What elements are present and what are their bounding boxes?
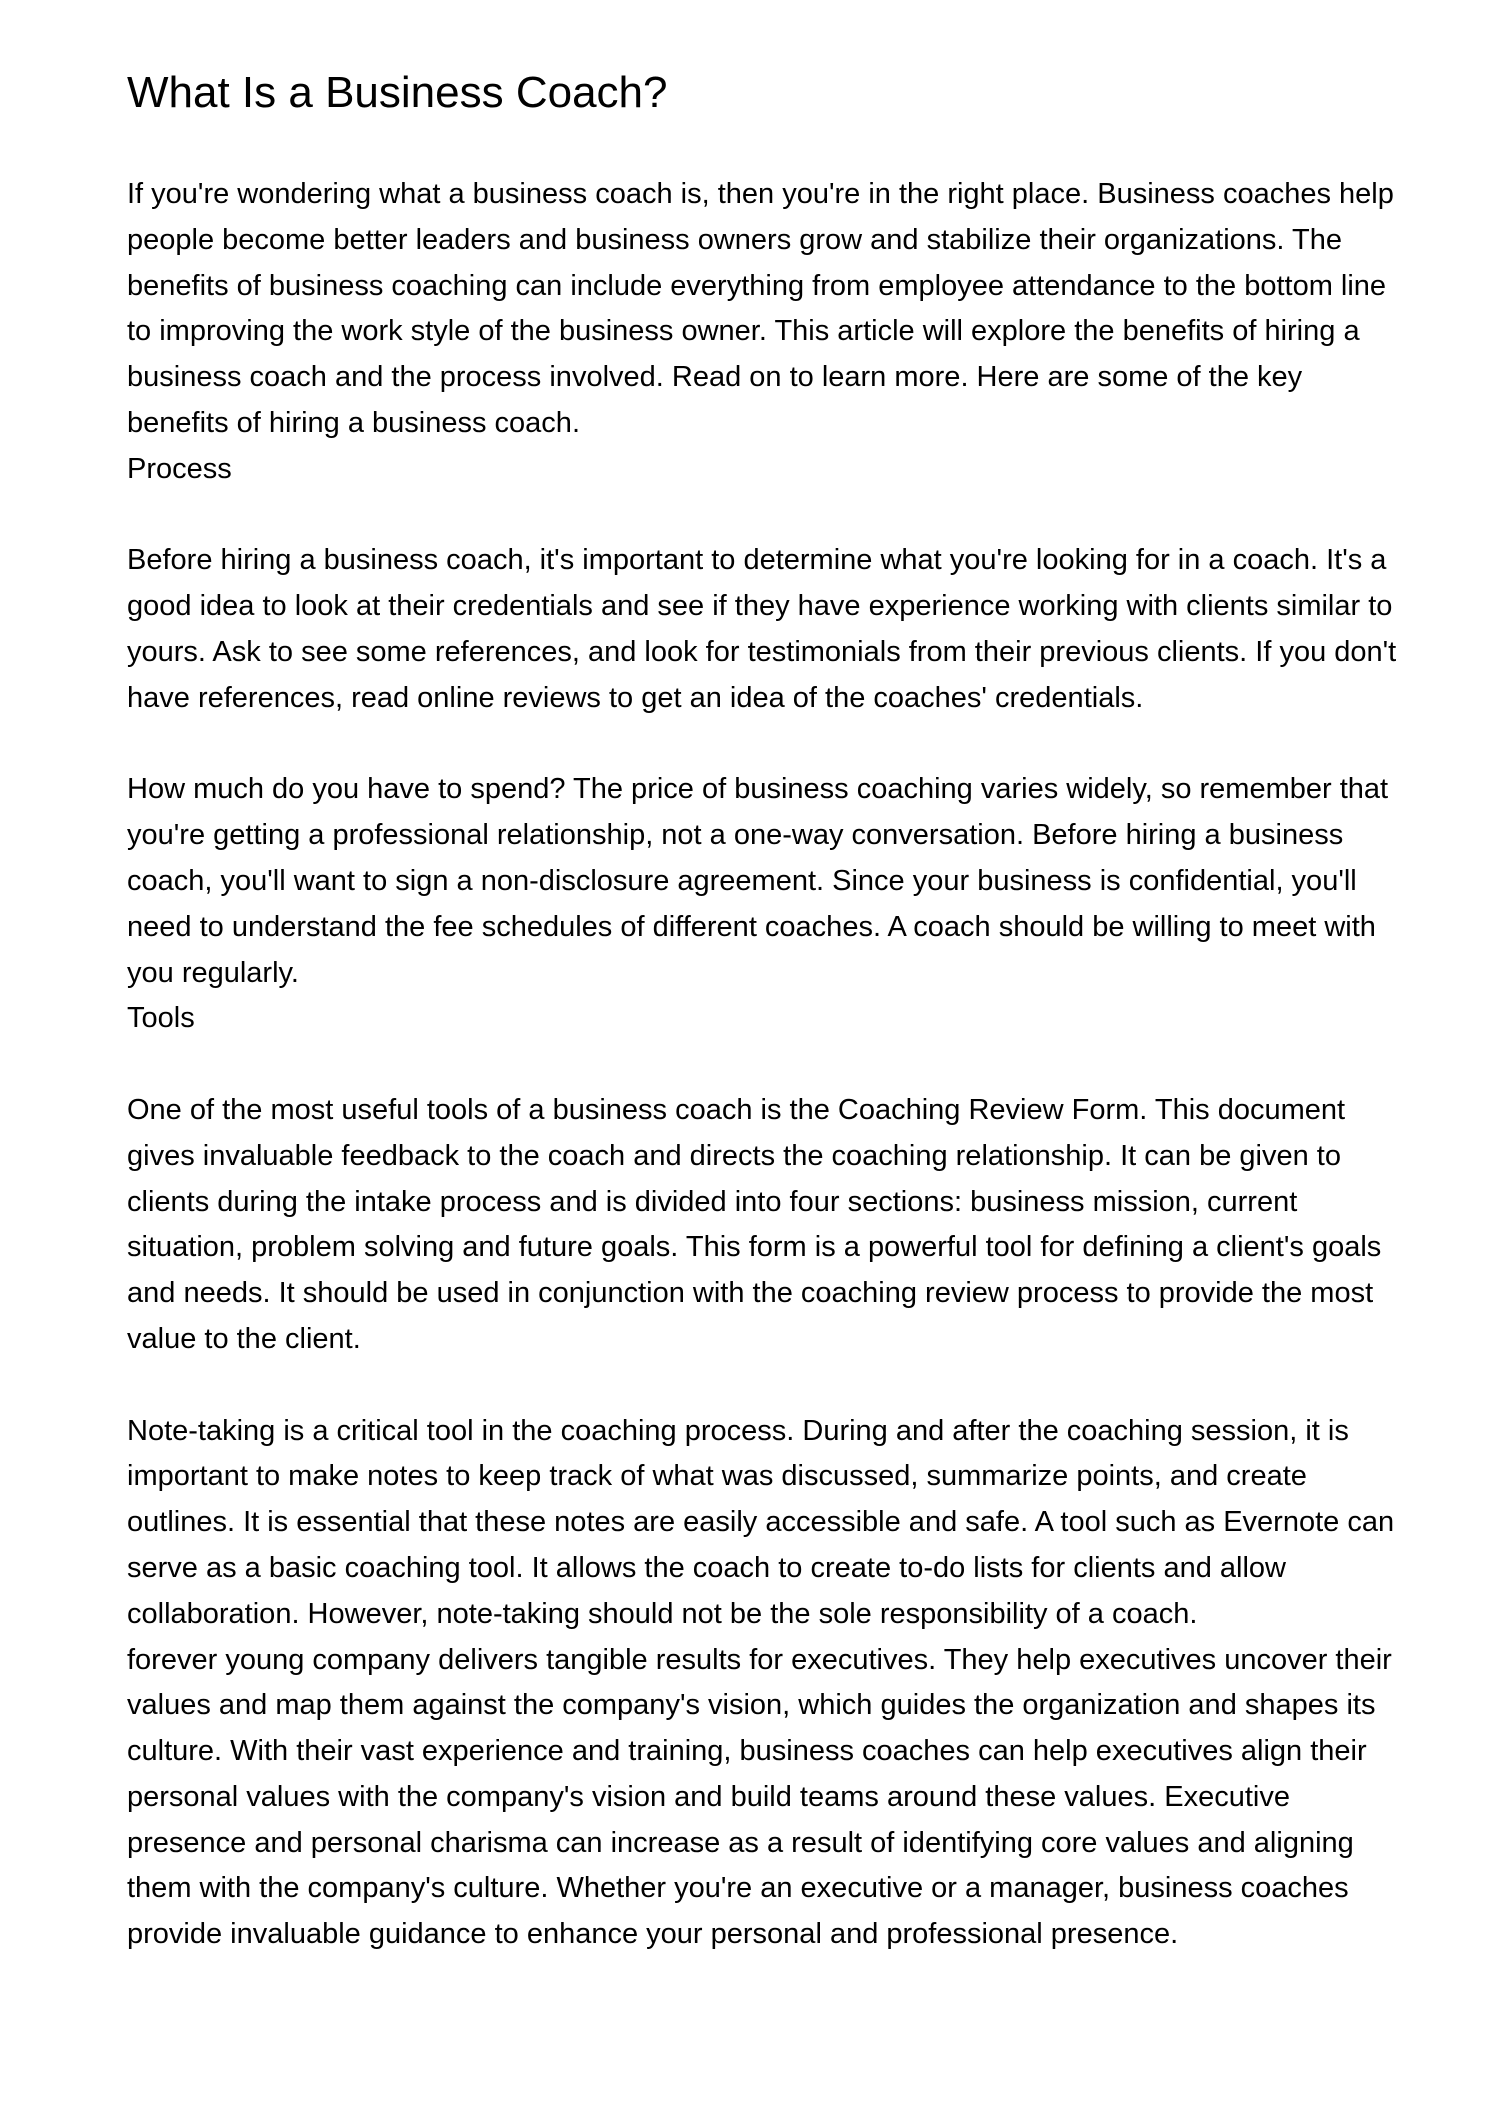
tools-paragraph-note-taking: Note-taking is a critical tool in the coaching process. During and after the coaching session, it is important to make notes to keep track of what was discussed, summarize points, and create outlines. It is essential that these notes are easily accessible and safe. A tool such as Evernote can serve as a basic coaching tool. It allows the coach to create to-do lists for clients and allow collaboration. However, note-taking should not be the sole responsibility of a coach. <box>127 1414 1395 1630</box>
process-paragraph-credentials: Before hiring a business coach, it's important to determine what you're looking for in a coach. It's a good idea to look at their credentials and see if they have experience working with clients similar to yours. Ask to see some references, and look for testimonials from their previous clients. If you don't have references, read online reviews to get an idea of the coaches' credentials. <box>127 544 1397 714</box>
paragraph-spacer <box>127 722 1397 768</box>
paragraph-spacer <box>127 1042 1397 1088</box>
page-title: What Is a Business Coach? <box>127 68 668 117</box>
document-page <box>127 64 1397 1958</box>
tools-paragraph-review-form: One of the most useful tools of a business coach is the Coaching Review Form. This document gives invaluable feedback to the coach and directs the coaching relationship. It can be given to clients during the intake process and is divided into four sections: business mission, current situation, problem solving and future goals. This form is a powerful tool for defining a client's goals and needs. It should be used in conjunction with the coaching review process to provide the most value to the client. <box>127 1093 1382 1355</box>
section-heading-tools: Tools <box>127 1002 195 1035</box>
article-body <box>127 172 1397 1958</box>
intro-paragraph: If you're wondering what a business coach is, then you're in the right place. Business coaches help people become better leaders and business owners grow and stabilize their organizations. The benefits of business coaching can include everything from employee attendance to the bottom line to improving the work style of the business owner. This article will explore the benefits of hiring a business coach and the process involved. Read on to learn more. Here are some of the key benefits of hiring a business coach. <box>127 178 1394 439</box>
paragraph-spacer <box>127 493 1397 539</box>
paragraph-spacer <box>127 1363 1397 1409</box>
process-paragraph-cost: How much do you have to spend? The price of business coaching varies widely, so remember that you're getting a professional relationship, not a one-way conversation. Before hiring a business coach, you'll want to sign a non-disclosure agreement. Since your business is confidential, you'll need to understand the fee schedules of different coaches. A coach should be willing to meet with you regularly. <box>127 773 1389 989</box>
section-heading-process: Process <box>127 452 232 485</box>
closing-paragraph: forever young company delivers tangible results for executives. They help executives uncover their values and map them against the company's vision, which guides the organization and shapes its culture. With their vast experience and training, business coaches can help executives align their personal values with the company's vision and build teams around these values. Executive presence and personal charisma can increase as a result of identifying core values and aligning them with the company's culture. Whether you're an executive or a manager, business coaches provide invaluable guidance to enhance your personal and professional presence. <box>127 1643 1392 1951</box>
